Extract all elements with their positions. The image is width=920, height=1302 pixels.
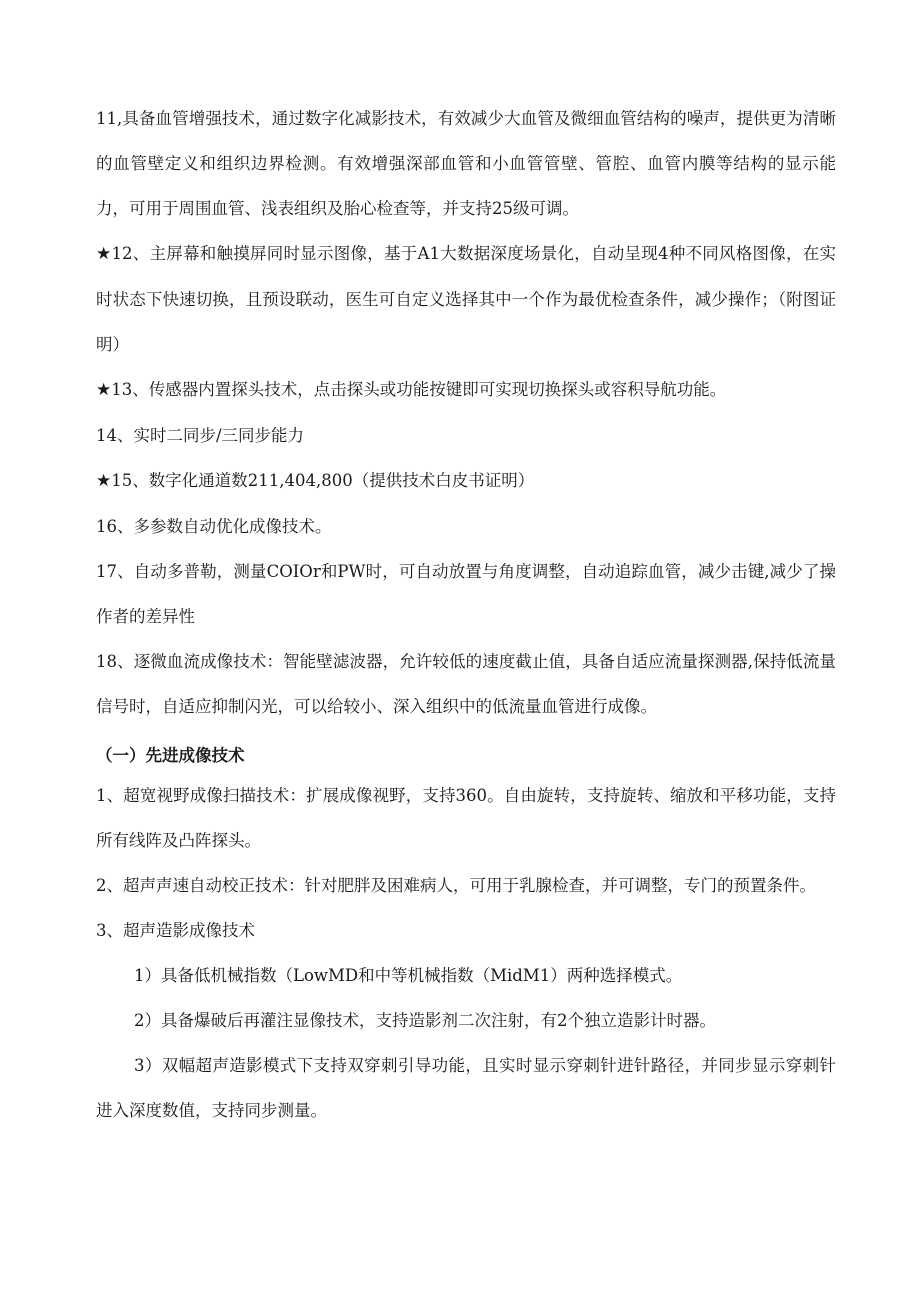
item-15-text: 15、数字化通道数211,404,800（提供技术白皮书证明） xyxy=(111,471,535,490)
item-16: 16、多参数自动优化成像技术。 xyxy=(96,517,332,536)
item-14: 14、实时二同步/三同步能力 xyxy=(96,426,305,445)
star-icon: ★ xyxy=(96,244,112,264)
section-subitem-2: 2）具备爆破后再灌注显像技术，支持造影剂二次注射，有2个独立造影计时器。 xyxy=(134,1011,716,1030)
star-icon: ★ xyxy=(96,380,112,400)
item-18: 18、逐微血流成像技术：智能壁滤波器，允许较低的速度截止值，具备自适应流量探测器,保持低流量信号时，自适应抑制闪光，可以给较小、深入组织中的低流量血管进行成像。 xyxy=(96,652,836,716)
item-17: 17、自动多普勒，测量COIOr和PW时，可自动放置与角度调整，自动追踪血管，减少击键,减少了操作者的差异性 xyxy=(96,562,836,626)
item-13 xyxy=(96,367,836,413)
document-page xyxy=(96,96,836,1133)
section-item-3: 3、超声造影成像技术 xyxy=(96,921,255,940)
item-11: 11,具备血管增强技术，通过数字化减影技术，有效减少大血管及微细血管结构的噪声，提供更为清晰的血管壁定义和组织边界检测。有效增强深部血管和小血管管壁、管腔、血管内膜等结构的显示能力，可用于周围血管、浅表组织及胎心检查等，并支持25级可调。 xyxy=(96,109,836,218)
item-13-text: 13、传感器内置探头技术，点击探头或功能按键即可实现切换探头或容积导航功能。 xyxy=(111,380,727,399)
section-item-1: 1、超宽视野成像扫描技术：扩展成像视野，支持360。自由旋转，支持旋转、缩放和平移功能，支持所有线阵及凸阵探头。 xyxy=(96,786,836,850)
spacer xyxy=(96,729,836,739)
section-heading: （一）先进成像技术 xyxy=(96,746,245,765)
item-15 xyxy=(96,458,836,504)
star-icon: ★ xyxy=(96,471,112,491)
item-12 xyxy=(96,231,836,367)
section-subitem-1: 1）具备低机械指数（LowMD和中等机械指数（MidM1）两种选择模式。 xyxy=(134,966,683,985)
section-subitem-3: 3）双幅超声造影模式下支持双穿刺引导功能，且实时显示穿刺针进针路径，并同步显示穿刺针进入深度数值，支持同步测量。 xyxy=(96,1056,836,1120)
item-12-text: 12、主屏幕和触摸屏同时显示图像，基于A1大数据深度场景化，自动呈现4种不同风格图像，在实时状态下快速切换，且预设联动，医生可自定义选择其中一个作为最优检查条件，减少操作；（附图证明） xyxy=(96,244,836,354)
section-item-2: 2、超声声速自动校正技术：针对肥胖及困难病人，可用于乳腺检查，并可调整，专门的预置条件。 xyxy=(96,876,816,895)
